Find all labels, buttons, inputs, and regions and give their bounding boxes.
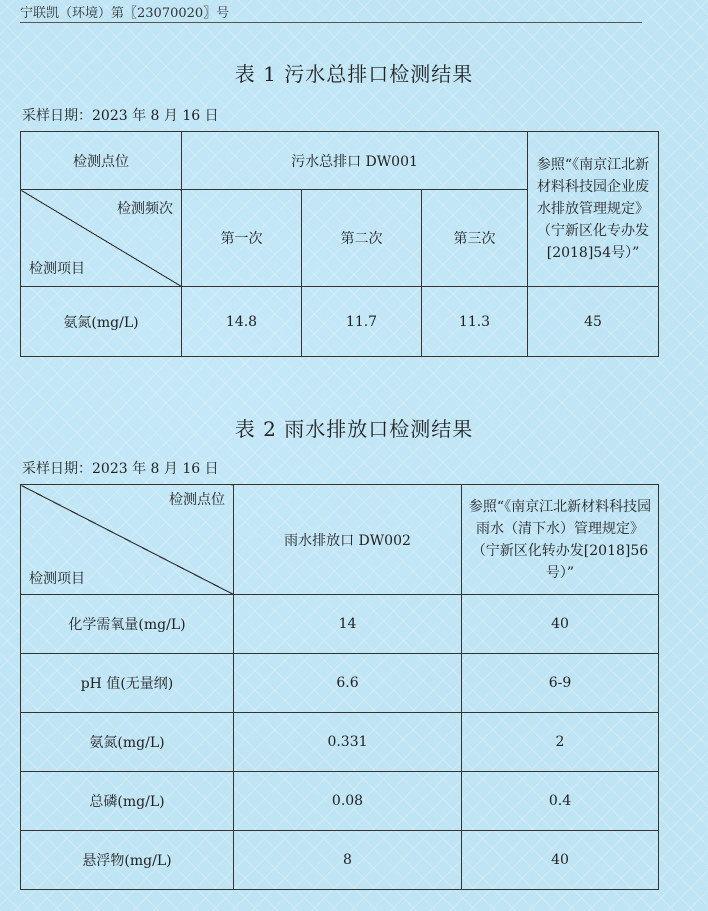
table2-reference: 参照“《南京江北新材料科技园雨水（清下水）管理规定》（宁新区化转办发[2018]56 号）” (462, 485, 659, 595)
table2-value: 6.6 (234, 654, 462, 713)
table1-point-name: 污水总排口 DW001 (182, 132, 528, 190)
table1-round-1: 第一次 (182, 190, 302, 287)
table2-sampling-date: 采样日期：2023 年 8 月 16 日 (22, 461, 219, 477)
table1-frequency-label: 检测频次 (117, 201, 173, 217)
table1-value: 11.7 (302, 287, 422, 357)
table1-item: 氨氮(mg/L) (21, 287, 182, 357)
table1-round-2: 第二次 (302, 190, 422, 287)
header-rule (20, 22, 642, 23)
table1-sampling-date: 采样日期：2023 年 8 月 16 日 (22, 108, 219, 124)
table1-limit: 45 (528, 287, 659, 357)
table2-title: 表 2 雨水排放口检测结果 (234, 417, 474, 441)
table2-point-label: 检测点位 (169, 492, 225, 508)
table2-value: 8 (234, 831, 462, 890)
table1 (20, 131, 659, 357)
table1-round-3: 第三次 (422, 190, 528, 287)
table1-title: 表 1 污水总排口检测结果 (234, 62, 474, 86)
table2-value: 0.331 (234, 713, 462, 772)
table2-item: pH 值(无量纲) (21, 654, 234, 713)
table-row (21, 713, 659, 772)
table2-limit: 2 (462, 713, 659, 772)
table-row (21, 287, 659, 357)
table2 (20, 484, 659, 890)
table2-item: 氨氮(mg/L) (21, 713, 234, 772)
table2-item: 悬浮物(mg/L) (21, 831, 234, 890)
document-number: 宁联凯（环境）第〖23070020〗号 (20, 6, 230, 21)
table2-limit: 6-9 (462, 654, 659, 713)
table-row (21, 831, 659, 890)
table-row (21, 654, 659, 713)
table1-reference: 参照“《南京江北新材料科技园企业废水排放管理规定》（宁新区化专办发[2018]54号）” (528, 132, 659, 287)
table1-value: 14.8 (182, 287, 302, 357)
table-row (21, 772, 659, 831)
table2-point-name: 雨水排放口 DW002 (234, 485, 462, 595)
table2-value: 0.08 (234, 772, 462, 831)
table2-diagonal-header (21, 485, 234, 595)
table1-point-header: 检测点位 (21, 132, 182, 190)
table2-limit: 40 (462, 595, 659, 654)
table1-item-label: 检测项目 (29, 261, 85, 277)
table-row (21, 595, 659, 654)
table1-diagonal-header (21, 190, 182, 287)
table2-limit: 40 (462, 831, 659, 890)
table1-value: 11.3 (422, 287, 528, 357)
table2-item-label: 检测项目 (29, 571, 85, 587)
table2-item: 总磷(mg/L) (21, 772, 234, 831)
table2-item: 化学需氧量(mg/L) (21, 595, 234, 654)
table2-limit: 0.4 (462, 772, 659, 831)
table2-value: 14 (234, 595, 462, 654)
